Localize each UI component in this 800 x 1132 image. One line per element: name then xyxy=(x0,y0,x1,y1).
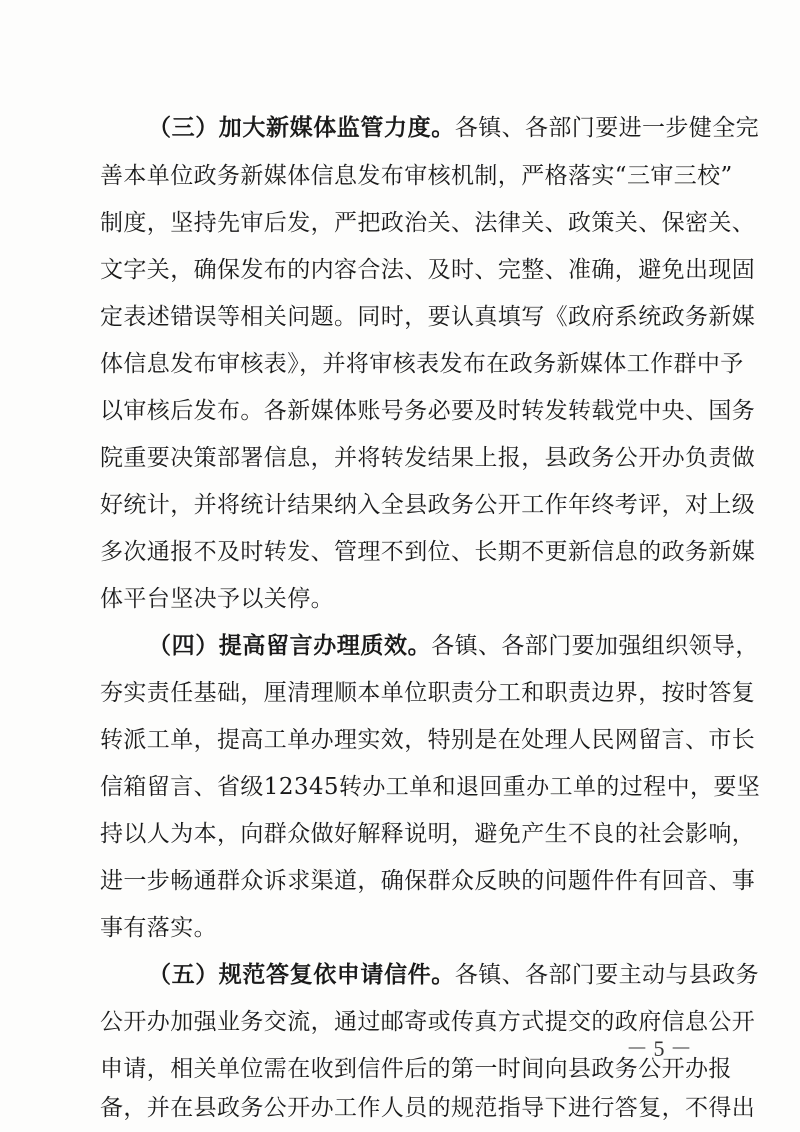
paragraph-line: 院重要决策部署信息，并将转发结果上报，县政务公开办负责做 xyxy=(100,445,756,471)
paragraph-line: 以审核后发布。各新媒体账号务必要及时转发转载党中央、国务 xyxy=(100,398,756,424)
paragraph-line: （四）提高留言办理质效。各镇、各部门要加强组织领导， xyxy=(148,633,759,659)
paragraph-line: （三）加大新媒体监管力度。各镇、各部门要进一步健全完 xyxy=(148,115,760,141)
paragraph-line: 信箱留言、省级12345转办工单和退回重办工单的过程中，要坚 xyxy=(100,774,761,800)
paragraph-line: （五）规范答复依申请信件。各镇、各部门要主动与县政务 xyxy=(148,962,760,988)
paragraph-line: 转派工单，提高工单办理实效，特别是在处理人民网留言、市长 xyxy=(100,727,756,753)
paragraph-line: 多次通报不及时转发、管理不到位、长期不更新信息的政务新媒 xyxy=(100,539,756,565)
paragraph-line: 夯实责任基础，厘清理顺本单位职责分工和职责边界，按时答复 xyxy=(100,680,756,706)
paragraph-line: 进一步畅通群众诉求渠道，确保群众反映的问题件件有回音、事 xyxy=(100,868,756,894)
paragraph-line: 体信息发布审核表》，并将审核表发布在政务新媒体工作群中予 xyxy=(100,351,744,377)
page-number: － 5 － xyxy=(625,1036,692,1061)
paragraph-line: 持以人为本，向群众做好解释说明，避免产生不良的社会影响， xyxy=(100,821,756,847)
paragraph-line: 公开办加强业务交流，通过邮寄或传真方式提交的政府信息公开 xyxy=(100,1009,756,1035)
paragraph-line: 申请，相关单位需在收到信件后的第一时间向县政务公开办报 xyxy=(100,1056,732,1082)
paragraph-line: 好统计，并将统计结果纳入全县政务公开工作年终考评，对上级 xyxy=(100,492,756,518)
paragraph-line: 体平台坚决予以关停。 xyxy=(100,586,334,612)
paragraph-line: 文字关，确保发布的内容合法、及时、完整、准确，避免出现固 xyxy=(100,257,756,283)
paragraph-line: 事有落实。 xyxy=(100,915,217,941)
section-heading: （五）规范答复依申请信件。 xyxy=(148,962,455,988)
paragraph-line: 制度，坚持先审后发，严把政治关、法律关、政策关、保密关、 xyxy=(100,210,756,236)
section-heading: （三）加大新媒体监管力度。 xyxy=(148,115,455,141)
paragraph-line: 备，并在县政务公开办工作人员的规范指导下进行答复，不得出 xyxy=(100,1095,756,1121)
paragraph-line: 定表述错误等相关问题。同时，要认真填写《政府系统政务新媒 xyxy=(100,304,756,330)
paragraph-line: 善本单位政务新媒体信息发布审核机制，严格落实“三审三校” xyxy=(100,163,733,189)
section-heading: （四）提高留言办理质效。 xyxy=(148,633,432,659)
